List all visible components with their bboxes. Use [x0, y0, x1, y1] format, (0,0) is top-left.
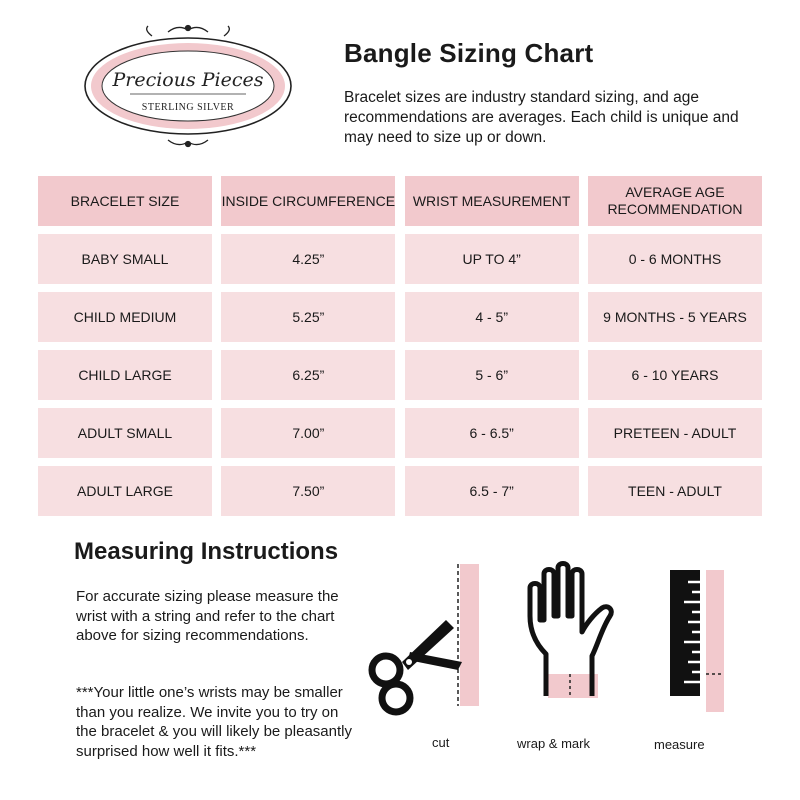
hand-icon — [522, 558, 622, 708]
table-cell: 6 - 10 YEARS — [588, 350, 762, 400]
table-cell: BABY SMALL — [38, 234, 212, 284]
logo-brand-text: Precious Pieces — [112, 69, 264, 91]
page-title: Bangle Sizing Chart — [344, 38, 594, 68]
table-header-row — [38, 176, 762, 226]
table-cell: 6.25” — [221, 350, 395, 400]
table-cell: 6 - 6.5” — [405, 408, 579, 458]
logo-sub-text: STERLING SILVER — [141, 102, 235, 113]
table-cell: 7.50” — [221, 466, 395, 516]
table-cell: 5 - 6” — [405, 350, 579, 400]
table-cell: UP TO 4” — [405, 234, 579, 284]
header-bracelet-size: BRACELET SIZE — [38, 176, 212, 226]
table-cell: ADULT LARGE — [38, 466, 212, 516]
step-caption-wrap-mark: wrap & mark — [517, 736, 590, 751]
header-average-age: AVERAGE AGE RECOMMENDATION — [588, 176, 762, 226]
header-inside-circumference: INSIDE CIRCUMFERENCE — [221, 176, 395, 226]
sizing-table — [38, 176, 762, 524]
table-row — [38, 292, 762, 342]
table-cell: ADULT SMALL — [38, 408, 212, 458]
instructions-paragraph-2: ***Your little one’s wrists may be smaller than you realize. We invite you to try on the bracelet & you will likely be pleasantly surprised how well it fits.*** — [76, 684, 352, 760]
table-cell: 9 MONTHS - 5 YEARS — [588, 292, 762, 342]
table-cell: CHILD MEDIUM — [38, 292, 212, 342]
table-cell: TEEN - ADULT — [588, 466, 762, 516]
table-cell: 0 - 6 MONTHS — [588, 234, 762, 284]
intro-text: Bracelet sizes are industry standard sizing, and age recommendations are averages. Each child is unique and may need to size up or down. — [344, 89, 739, 146]
table-row — [38, 466, 762, 516]
step-caption-cut: cut — [432, 735, 450, 750]
table-cell: 6.5 - 7” — [405, 466, 579, 516]
table-cell: PRETEEN - ADULT — [588, 408, 762, 458]
scissors-icon — [362, 558, 484, 718]
table-row — [38, 408, 762, 458]
instructions-title: Measuring Instructions — [74, 538, 339, 565]
header-wrist-measurement: WRIST MEASUREMENT — [405, 176, 579, 226]
table-row — [38, 350, 762, 400]
ruler-icon — [662, 558, 734, 718]
step-caption-measure: measure — [654, 737, 705, 752]
table-cell: 5.25” — [221, 292, 395, 342]
table-cell: 4 - 5” — [405, 292, 579, 342]
brand-logo — [82, 22, 294, 150]
table-cell: CHILD LARGE — [38, 350, 212, 400]
table-row — [38, 234, 762, 284]
table-cell: 7.00” — [221, 408, 395, 458]
instructions-paragraph-1: For accurate sizing please measure the wrist with a string and refer to the chart above for sizing recommendations. — [76, 588, 339, 644]
table-cell: 4.25” — [221, 234, 395, 284]
